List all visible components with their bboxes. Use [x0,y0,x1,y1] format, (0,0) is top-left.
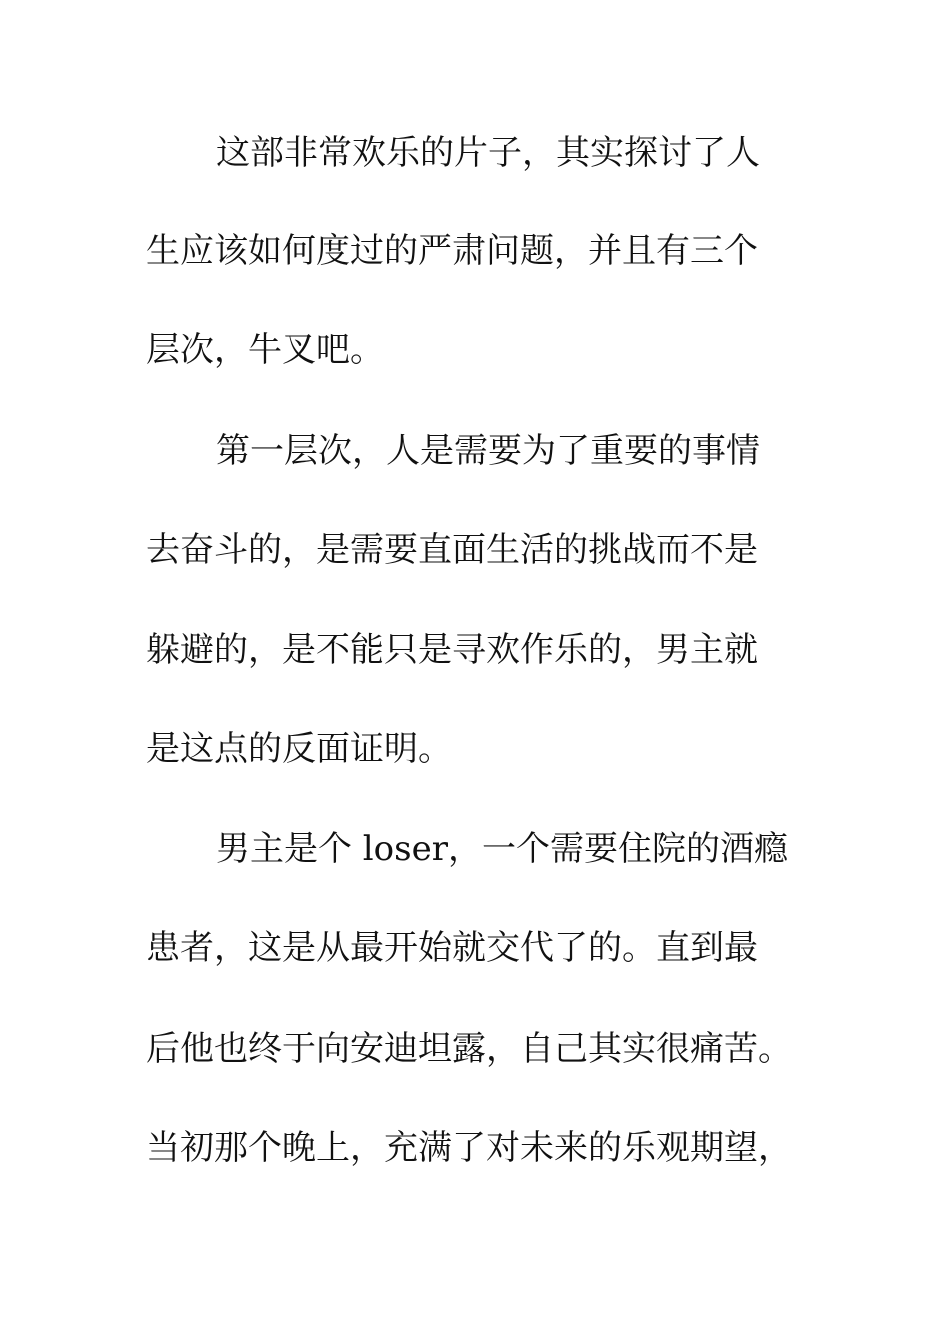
paragraph-3-line-4: 当初那个晚上，充满了对未来的乐观期望， [146,1128,792,1168]
paragraph-3-line-2: 患者，这是从最开始就交代了的。直到最 [146,928,758,968]
paragraph-2-line-3: 躲避的，是不能只是寻欢作乐的，男主就 [146,630,758,670]
paragraph-3-line-3: 后他也终于向安迪坦露，自己其实很痛苦。 [146,1029,792,1069]
paragraph-1-line-2: 生应该如何度过的严肃问题，并且有三个 [146,231,758,271]
paragraph-3-line-1: 男主是个 loser，一个需要住院的酒瘾 [216,829,788,869]
paragraph-1-line-1: 这部非常欢乐的片子，其实探讨了人 [216,133,760,173]
paragraph-2-line-2: 去奋斗的，是需要直面生活的挑战而不是 [146,530,758,570]
paragraph-1-line-3: 层次，牛叉吧。 [146,330,384,370]
paragraph-2-line-4: 是这点的反面证明。 [146,729,452,769]
paragraph-2-line-1: 第一层次，人是需要为了重要的事情 [216,431,760,471]
